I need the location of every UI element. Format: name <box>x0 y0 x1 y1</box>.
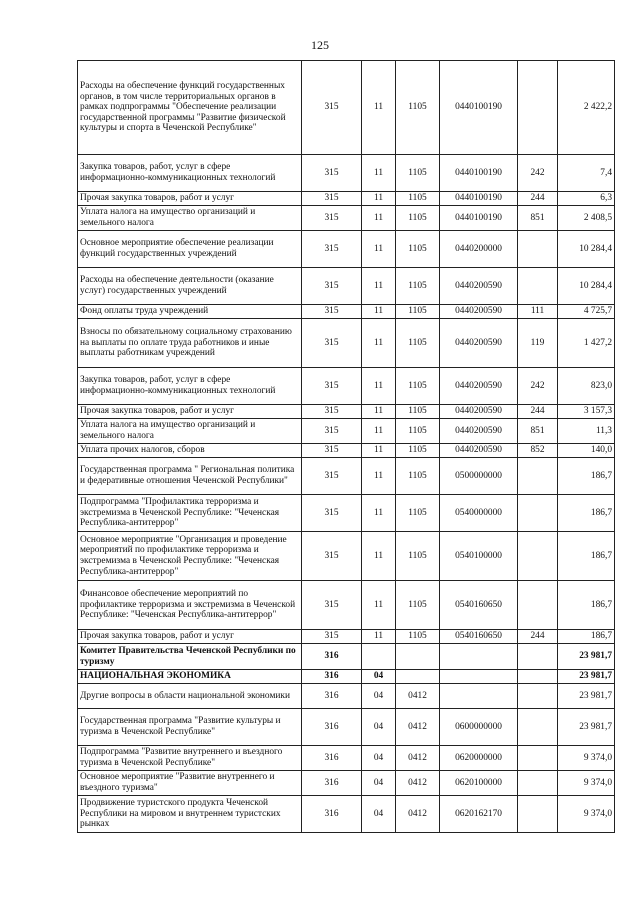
table-row <box>78 495 615 532</box>
row-expense-type: 244 <box>518 630 558 644</box>
budget-table <box>77 60 615 833</box>
row-target-code: 0600000000 <box>440 709 518 746</box>
row-amount: 1 427,2 <box>558 319 615 368</box>
table-row <box>78 192 615 206</box>
row-amount: 186,7 <box>558 495 615 532</box>
row-amount: 186,7 <box>558 532 615 581</box>
row-name: Расходы на обеспечение функций государственных органов, в том числе территориальных органов в рамках подпрограммы "Обеспечение реализации государственной программы "Развитие физической культуры и спорта в Чеченской Республике" <box>78 61 302 155</box>
row-target-code: 0440200590 <box>440 319 518 368</box>
row-section-code: 04 <box>362 684 396 709</box>
row-target-code: 0440100190 <box>440 155 518 192</box>
row-section-code: 11 <box>362 206 396 231</box>
row-name: Основное мероприятие "Развитие внутреннего и въездного туризма" <box>78 771 302 796</box>
table-row <box>78 644 615 670</box>
row-target-code: 0440200590 <box>440 419 518 444</box>
row-target-code: 0620000000 <box>440 746 518 771</box>
row-subsection-code: 0412 <box>396 771 440 796</box>
row-org-code: 315 <box>302 419 362 444</box>
row-amount: 186,7 <box>558 458 615 495</box>
row-section-code <box>362 644 396 670</box>
row-subsection-code: 1105 <box>396 458 440 495</box>
table-row <box>78 419 615 444</box>
row-target-code: 0440200000 <box>440 231 518 268</box>
row-org-code: 315 <box>302 581 362 630</box>
row-expense-type <box>518 532 558 581</box>
row-target-code: 0540100000 <box>440 532 518 581</box>
row-name: Прочая закупка товаров, работ и услуг <box>78 405 302 419</box>
row-section-code: 04 <box>362 670 396 684</box>
row-subsection-code: 1105 <box>396 155 440 192</box>
row-expense-type: 242 <box>518 368 558 405</box>
row-expense-type <box>518 796 558 833</box>
table-row <box>78 532 615 581</box>
row-org-code: 315 <box>302 444 362 458</box>
row-amount: 823,0 <box>558 368 615 405</box>
row-amount: 10 284,4 <box>558 268 615 305</box>
row-subsection-code: 1105 <box>396 532 440 581</box>
row-expense-type <box>518 644 558 670</box>
row-expense-type <box>518 495 558 532</box>
row-org-code: 315 <box>302 192 362 206</box>
table-row <box>78 796 615 833</box>
row-target-code: 0500000000 <box>440 458 518 495</box>
row-section-code: 11 <box>362 581 396 630</box>
row-expense-type <box>518 231 558 268</box>
table-row <box>78 670 615 684</box>
row-subsection-code: 1105 <box>396 61 440 155</box>
row-amount: 7,4 <box>558 155 615 192</box>
row-org-code: 315 <box>302 155 362 192</box>
row-subsection-code: 1105 <box>396 268 440 305</box>
row-section-code: 11 <box>362 444 396 458</box>
row-target-code: 0440200590 <box>440 405 518 419</box>
row-expense-type: 111 <box>518 305 558 319</box>
row-expense-type <box>518 771 558 796</box>
row-name: Взносы по обязательному социальному страхованию на выплаты по оплате труда работников и иные выплаты работникам учреждений <box>78 319 302 368</box>
row-amount: 3 157,3 <box>558 405 615 419</box>
row-subsection-code: 1105 <box>396 319 440 368</box>
row-target-code: 0440200590 <box>440 305 518 319</box>
row-subsection-code: 1105 <box>396 444 440 458</box>
row-subsection-code: 0412 <box>396 709 440 746</box>
row-amount: 23 981,7 <box>558 709 615 746</box>
row-org-code: 315 <box>302 368 362 405</box>
row-section-code: 11 <box>362 495 396 532</box>
row-subsection-code <box>396 670 440 684</box>
row-expense-type: 851 <box>518 206 558 231</box>
row-org-code: 315 <box>302 532 362 581</box>
row-org-code: 315 <box>302 495 362 532</box>
row-section-code: 11 <box>362 405 396 419</box>
row-section-code: 11 <box>362 192 396 206</box>
row-section-code: 11 <box>362 155 396 192</box>
row-section-code: 04 <box>362 746 396 771</box>
row-amount: 140,0 <box>558 444 615 458</box>
row-amount: 11,3 <box>558 419 615 444</box>
row-org-code: 316 <box>302 709 362 746</box>
row-target-code <box>440 684 518 709</box>
row-name: Расходы на обеспечение деятельности (оказание услуг) государственных учреждений <box>78 268 302 305</box>
row-target-code: 0440100190 <box>440 61 518 155</box>
table-row <box>78 405 615 419</box>
table-row <box>78 155 615 192</box>
row-section-code: 04 <box>362 709 396 746</box>
row-org-code: 315 <box>302 319 362 368</box>
row-subsection-code <box>396 644 440 670</box>
row-amount: 23 981,7 <box>558 684 615 709</box>
row-expense-type <box>518 746 558 771</box>
row-expense-type: 242 <box>518 155 558 192</box>
row-expense-type <box>518 670 558 684</box>
row-name: Подпрограмма "Развитие внутреннего и въездного туризма в Чеченской Республике" <box>78 746 302 771</box>
row-amount: 10 284,4 <box>558 231 615 268</box>
row-subsection-code: 1105 <box>396 405 440 419</box>
row-section-code: 11 <box>362 61 396 155</box>
row-target-code: 0620100000 <box>440 771 518 796</box>
table-row <box>78 458 615 495</box>
row-section-code: 11 <box>362 419 396 444</box>
row-amount: 186,7 <box>558 581 615 630</box>
row-amount: 2 422,2 <box>558 61 615 155</box>
row-name: Основное мероприятие "Организация и проведение мероприятий по профилактике терроризма и экстремизма в Чеченской Республике: "Чеченская Республика-антитеррор" <box>78 532 302 581</box>
row-expense-type: 244 <box>518 192 558 206</box>
table-row <box>78 61 615 155</box>
row-subsection-code: 0412 <box>396 684 440 709</box>
row-org-code: 315 <box>302 305 362 319</box>
table-row <box>78 684 615 709</box>
row-org-code: 315 <box>302 630 362 644</box>
row-org-code: 315 <box>302 268 362 305</box>
row-name: Прочая закупка товаров, работ и услуг <box>78 630 302 644</box>
row-name: Закупка товаров, работ, услуг в сфере информационно-коммуникационных технологий <box>78 155 302 192</box>
table-row <box>78 268 615 305</box>
row-name: Государственная программа "Развитие культуры и туризма в Чеченской Республике" <box>78 709 302 746</box>
row-expense-type <box>518 581 558 630</box>
row-amount: 186,7 <box>558 630 615 644</box>
row-org-code: 315 <box>302 61 362 155</box>
row-expense-type <box>518 61 558 155</box>
table-row <box>78 771 615 796</box>
row-name: Основное мероприятие обеспечение реализации функций государственных учреждений <box>78 231 302 268</box>
row-subsection-code: 1105 <box>396 419 440 444</box>
row-name: Фонд оплаты труда учреждений <box>78 305 302 319</box>
row-target-code: 0440100190 <box>440 192 518 206</box>
row-expense-type <box>518 684 558 709</box>
row-name: Прочая закупка товаров, работ и услуг <box>78 192 302 206</box>
row-section-code: 11 <box>362 368 396 405</box>
page-number: 125 <box>311 38 329 52</box>
row-subsection-code: 1105 <box>396 630 440 644</box>
table-row <box>78 319 615 368</box>
row-name: Уплата налога на имущество организаций и земельного налога <box>78 206 302 231</box>
row-name: Комитет Правительства Чеченской Республики по туризму <box>78 644 302 670</box>
table-row <box>78 630 615 644</box>
row-target-code: 0540160650 <box>440 581 518 630</box>
row-org-code: 316 <box>302 670 362 684</box>
row-expense-type: 852 <box>518 444 558 458</box>
row-section-code: 11 <box>362 268 396 305</box>
row-name: Другие вопросы в области национальной экономики <box>78 684 302 709</box>
row-expense-type: 119 <box>518 319 558 368</box>
row-section-code: 11 <box>362 532 396 581</box>
row-org-code: 316 <box>302 796 362 833</box>
row-section-code: 04 <box>362 796 396 833</box>
row-target-code: 0440200590 <box>440 444 518 458</box>
row-org-code: 315 <box>302 231 362 268</box>
row-target-code <box>440 670 518 684</box>
table-row <box>78 581 615 630</box>
row-subsection-code: 1105 <box>396 305 440 319</box>
row-org-code: 316 <box>302 684 362 709</box>
row-subsection-code: 0412 <box>396 796 440 833</box>
row-target-code: 0540000000 <box>440 495 518 532</box>
table-row <box>78 368 615 405</box>
row-amount: 9 374,0 <box>558 771 615 796</box>
row-subsection-code: 1105 <box>396 231 440 268</box>
row-section-code: 11 <box>362 231 396 268</box>
row-subsection-code: 1105 <box>396 192 440 206</box>
row-amount: 23 981,7 <box>558 644 615 670</box>
row-name: Подпрограмма "Профилактика терроризма и экстремизма в Чеченской Республике: "Чеченская Республика-антитеррор" <box>78 495 302 532</box>
row-amount: 9 374,0 <box>558 746 615 771</box>
row-expense-type <box>518 458 558 495</box>
row-amount: 2 408,5 <box>558 206 615 231</box>
row-name: Закупка товаров, работ, услуг в сфере информационно-коммуникационных технологий <box>78 368 302 405</box>
row-org-code: 315 <box>302 206 362 231</box>
table-row <box>78 746 615 771</box>
row-target-code: 0620162170 <box>440 796 518 833</box>
row-target-code: 0440100190 <box>440 206 518 231</box>
row-expense-type <box>518 709 558 746</box>
row-expense-type <box>518 268 558 305</box>
row-section-code: 11 <box>362 630 396 644</box>
table-row <box>78 231 615 268</box>
row-expense-type: 851 <box>518 419 558 444</box>
row-expense-type: 244 <box>518 405 558 419</box>
row-amount: 9 374,0 <box>558 796 615 833</box>
row-name: Финансовое обеспечение мероприятий по профилактике терроризма и экстремизма в Чеченской Республике: "Чеченская Республика-антитеррор" <box>78 581 302 630</box>
table-row <box>78 305 615 319</box>
row-name: Уплата налога на имущество организаций и земельного налога <box>78 419 302 444</box>
row-section-code: 11 <box>362 305 396 319</box>
row-amount: 4 725,7 <box>558 305 615 319</box>
row-target-code: 0540160650 <box>440 630 518 644</box>
row-org-code: 315 <box>302 405 362 419</box>
row-org-code: 316 <box>302 771 362 796</box>
row-name: Продвижение туристского продукта Чеченской Республики на мировом и внутреннем туристских рынках <box>78 796 302 833</box>
row-section-code: 11 <box>362 319 396 368</box>
row-amount: 23 981,7 <box>558 670 615 684</box>
row-org-code: 316 <box>302 644 362 670</box>
row-amount: 6,3 <box>558 192 615 206</box>
row-org-code: 315 <box>302 458 362 495</box>
row-target-code <box>440 644 518 670</box>
row-subsection-code: 1105 <box>396 495 440 532</box>
row-target-code: 0440200590 <box>440 368 518 405</box>
row-name: НАЦИОНАЛЬНАЯ ЭКОНОМИКА <box>78 670 302 684</box>
row-name: Государственная программа " Региональная политика и федеративные отношения Чеченской Республики" <box>78 458 302 495</box>
row-subsection-code: 1105 <box>396 206 440 231</box>
row-name: Уплата прочих налогов, сборов <box>78 444 302 458</box>
row-subsection-code: 0412 <box>396 746 440 771</box>
row-subsection-code: 1105 <box>396 368 440 405</box>
row-org-code: 316 <box>302 746 362 771</box>
table-row <box>78 206 615 231</box>
row-target-code: 0440200590 <box>440 268 518 305</box>
table-row <box>78 444 615 458</box>
row-subsection-code: 1105 <box>396 581 440 630</box>
row-section-code: 04 <box>362 771 396 796</box>
row-section-code: 11 <box>362 458 396 495</box>
table-row <box>78 709 615 746</box>
